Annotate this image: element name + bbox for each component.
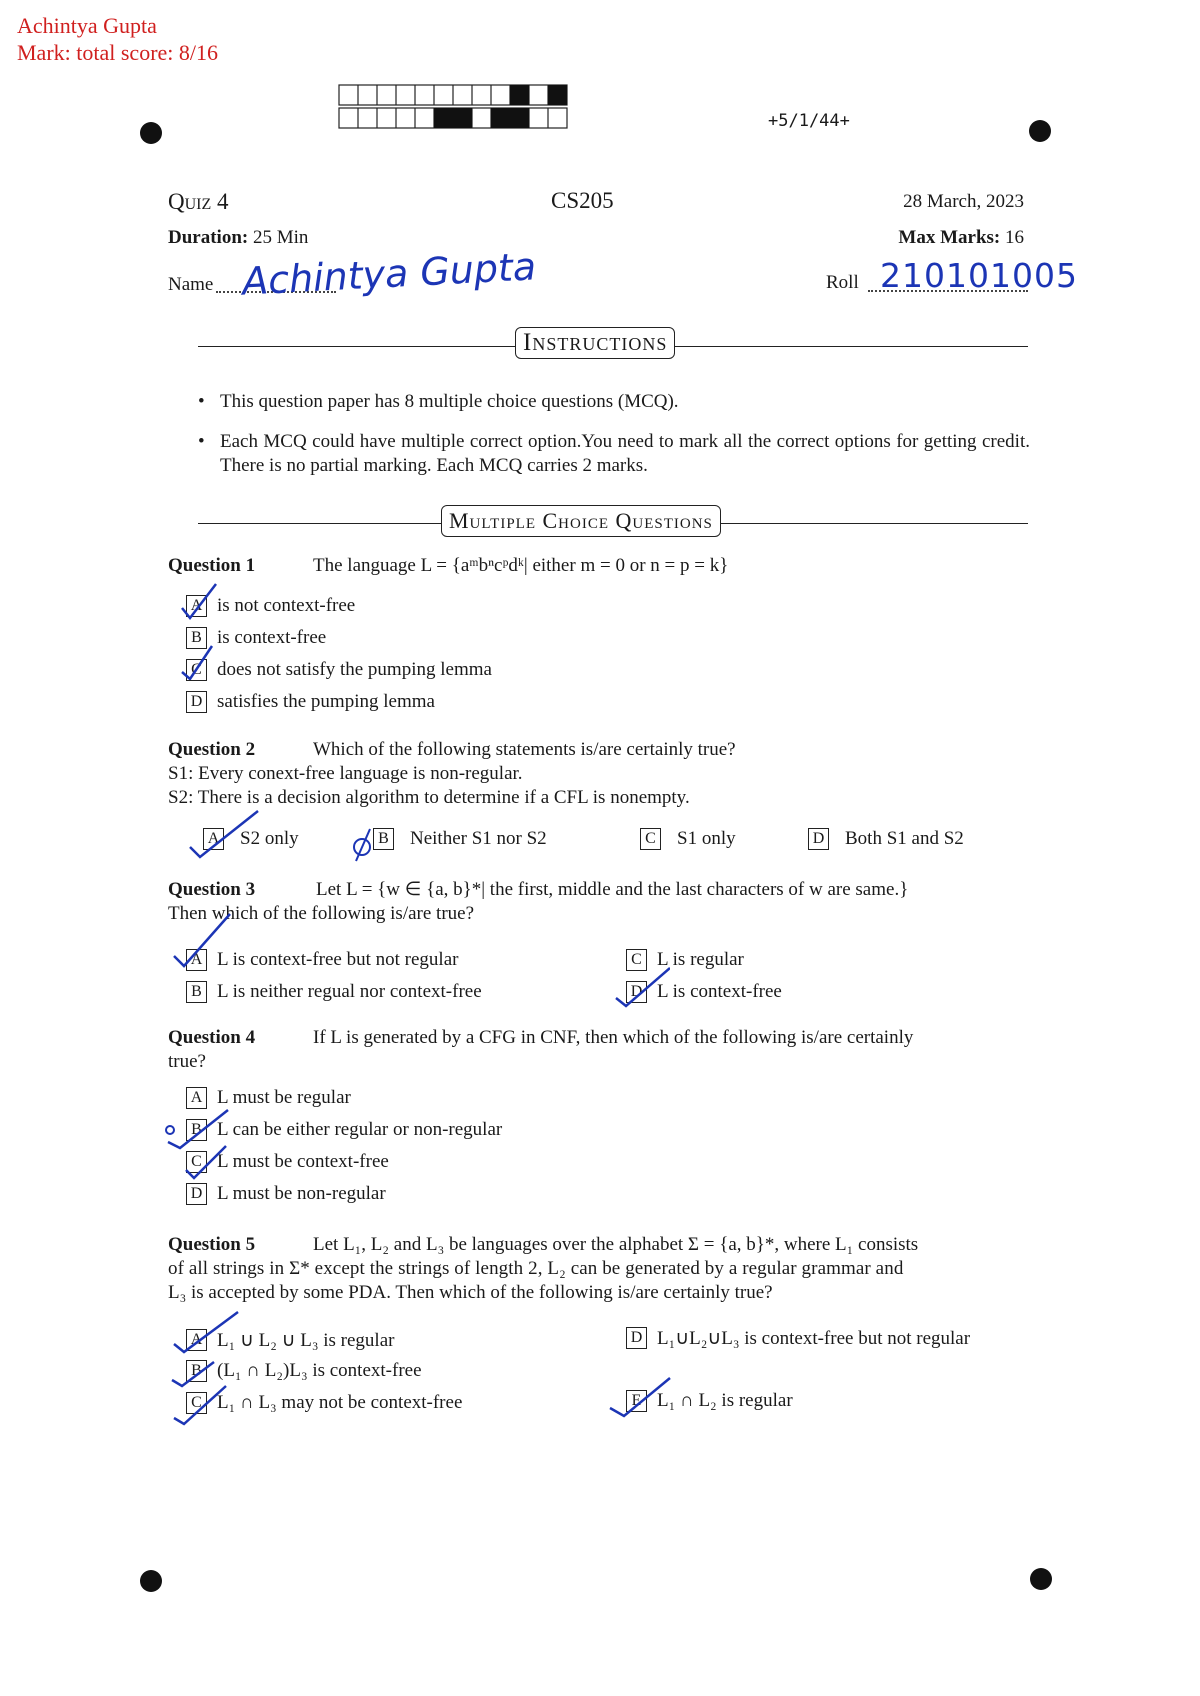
q4-checkbox-c[interactable]: C bbox=[186, 1151, 207, 1173]
q5-checkbox-e[interactable]: E bbox=[626, 1390, 647, 1412]
q5-label: Question 5 bbox=[168, 1234, 256, 1255]
q2-option-d[interactable] bbox=[808, 825, 964, 853]
q2-statement-1: S1: Every conext-free language is non-regular. bbox=[168, 763, 523, 784]
max-marks-label: Max Marks: bbox=[898, 227, 1001, 248]
q2-option-b-text: Neither S1 nor S2 bbox=[410, 828, 547, 849]
q1-label: Question 1 bbox=[168, 555, 256, 576]
registration-dot-top-right bbox=[1029, 120, 1051, 142]
q2-statement-2: S2: There is a decision algorithm to determine if a CFL is nonempty. bbox=[168, 787, 690, 808]
registration-dot-bottom-left bbox=[140, 1570, 162, 1592]
duration-value: 25 Min bbox=[252, 227, 309, 248]
q4-option-d[interactable] bbox=[186, 1180, 502, 1208]
q2-label: Question 2 bbox=[168, 739, 256, 760]
q2-checkbox-a[interactable]: A bbox=[203, 828, 224, 850]
q4-option-c[interactable] bbox=[186, 1148, 502, 1176]
q1-checkbox-b[interactable]: B bbox=[186, 627, 207, 649]
max-marks-value: 16 bbox=[1005, 227, 1024, 248]
q5-text: Let L₁, L₂ and L₃ be languages over the alphabet Σ = {a, b}*, where L₁ consists bbox=[313, 1234, 919, 1255]
instruction-bullet-1: • bbox=[198, 391, 205, 412]
q3-option-b-text: L is neither regual nor context-free bbox=[217, 981, 482, 1002]
name-handwritten: Achintya Gupta bbox=[241, 244, 538, 304]
instruction-item-1: This question paper has 8 multiple choice questions (MCQ). bbox=[220, 391, 679, 412]
q2-checkbox-b[interactable]: B bbox=[373, 828, 394, 850]
duration-line bbox=[168, 227, 308, 249]
q1-option-d-text: satisfies the pumping lemma bbox=[217, 691, 435, 712]
q3-text: Let L = {w ∈ {a, b}*| the first, middle and the last characters of w are same.} bbox=[316, 879, 909, 900]
q5-option-b[interactable] bbox=[186, 1357, 422, 1385]
q5-option-e[interactable] bbox=[626, 1387, 793, 1415]
q1-checkbox-d[interactable]: D bbox=[186, 691, 207, 713]
score-annotation: Mark: total score: 8/16 bbox=[17, 40, 219, 65]
student-name-annotation: Achintya Gupta bbox=[17, 13, 157, 38]
q3-label: Question 3 bbox=[168, 879, 256, 900]
q5-option-a-text: L₁ ∪ L₂ ∪ L₃ is regular bbox=[217, 1329, 395, 1351]
q1-options bbox=[186, 592, 492, 716]
q2-checkbox-d[interactable]: D bbox=[808, 828, 829, 850]
q3-option-a[interactable] bbox=[186, 946, 458, 974]
page-code: +5/1/44+ bbox=[768, 111, 850, 131]
q3-checkbox-c[interactable]: C bbox=[626, 949, 647, 971]
q4-checkbox-b[interactable]: B bbox=[186, 1119, 207, 1141]
q1-option-c-text: does not satisfy the pumping lemma bbox=[217, 659, 492, 680]
q1-option-c[interactable] bbox=[186, 656, 492, 684]
q5-option-d[interactable] bbox=[626, 1324, 970, 1352]
instruction-item-2: Each MCQ could have multiple correct option.You need to mark all the correct options for getting credit. There is no partial marking. Each MCQ carries 2 marks. bbox=[220, 431, 1030, 476]
q5-option-b-text: (L₁ ∩ L₂)L₃ is context-free bbox=[217, 1360, 422, 1381]
q5-checkbox-b[interactable]: B bbox=[186, 1360, 207, 1382]
q3-option-a-text: L is context-free but not regular bbox=[217, 949, 459, 970]
q3-option-d-text: L is context-free bbox=[657, 981, 782, 1002]
mcq-title: Multiple Choice Questions bbox=[441, 505, 721, 537]
q1-option-b-text: is context-free bbox=[217, 627, 327, 648]
q4-checkbox-d[interactable]: D bbox=[186, 1183, 207, 1205]
q1-checkbox-a[interactable]: A bbox=[186, 595, 207, 617]
q3-checkbox-b[interactable]: B bbox=[186, 981, 207, 1003]
q5-option-d-text: L₁∪L₂∪L₃ is context-free but not regular bbox=[657, 1327, 971, 1349]
name-label: Name bbox=[168, 274, 214, 295]
binary-code-grid bbox=[338, 84, 570, 132]
q2-checkbox-c[interactable]: C bbox=[640, 828, 661, 850]
q2-option-a-text: S2 only bbox=[240, 828, 299, 849]
q5-checkbox-d[interactable]: D bbox=[626, 1327, 647, 1349]
q4-label: Question 4 bbox=[168, 1027, 256, 1048]
course-code: CS205 bbox=[551, 188, 614, 213]
q1-option-d[interactable] bbox=[186, 688, 492, 716]
q5-option-a[interactable] bbox=[186, 1326, 394, 1354]
registration-dot-top-left bbox=[140, 122, 162, 144]
quiz-title: Quiz 4 bbox=[168, 189, 229, 214]
q1-option-a-text: is not context-free bbox=[217, 595, 356, 616]
q2-option-a[interactable] bbox=[203, 825, 299, 853]
q4-option-a[interactable] bbox=[186, 1084, 502, 1112]
registration-dot-bottom-right bbox=[1030, 1568, 1052, 1590]
roll-handwritten: 210101005 bbox=[880, 256, 1078, 295]
q5-option-c[interactable] bbox=[186, 1389, 462, 1417]
q3-option-d[interactable] bbox=[626, 978, 782, 1006]
q1-option-a[interactable] bbox=[186, 592, 492, 620]
q4-option-c-text: L must be context-free bbox=[217, 1151, 389, 1172]
q4-text: If L is generated by a CFG in CNF, then which of the following is/are certainly bbox=[313, 1027, 914, 1048]
instructions-title: Instructions bbox=[515, 327, 675, 359]
q5-text-2: of all strings in Σ* except the strings of length 2, L₂ can be generated by a regular grammar and bbox=[168, 1258, 904, 1279]
roll-label: Roll bbox=[826, 272, 859, 293]
q3-option-b[interactable] bbox=[186, 978, 482, 1006]
q4-option-b-text: L can be either regular or non-regular bbox=[217, 1119, 503, 1140]
q3-checkbox-a[interactable]: A bbox=[186, 949, 207, 971]
q4-option-a-text: L must be regular bbox=[217, 1087, 351, 1108]
duration-label: Duration: bbox=[168, 227, 249, 248]
q2-option-c[interactable] bbox=[640, 825, 736, 853]
q2-option-c-text: S1 only bbox=[677, 828, 736, 849]
q3-option-c-text: L is regular bbox=[657, 949, 744, 970]
instruction-bullet-2: • bbox=[198, 431, 205, 452]
q4-text-2: true? bbox=[168, 1051, 206, 1072]
q5-checkbox-c[interactable]: C bbox=[186, 1392, 207, 1414]
q4-checkbox-a[interactable]: A bbox=[186, 1087, 207, 1109]
q4-options bbox=[186, 1084, 502, 1208]
q3-option-c[interactable] bbox=[626, 946, 744, 974]
q4-option-b[interactable] bbox=[186, 1116, 502, 1144]
q5-checkbox-a[interactable]: A bbox=[186, 1329, 207, 1351]
q3-checkbox-d[interactable]: D bbox=[626, 981, 647, 1003]
q1-checkbox-c[interactable]: C bbox=[186, 659, 207, 681]
q2-text: Which of the following statements is/are certainly true? bbox=[313, 739, 736, 760]
q1-text: The language L = {aᵐbⁿcᵖdᵏ| either m = 0 or n = p = k} bbox=[313, 555, 729, 576]
q5-option-e-text: L₁ ∩ L₂ is regular bbox=[657, 1390, 793, 1411]
max-marks-line bbox=[898, 227, 1024, 249]
q2-option-d-text: Both S1 and S2 bbox=[845, 828, 964, 849]
q1-option-b[interactable] bbox=[186, 624, 492, 652]
q3-text-2: Then which of the following is/are true? bbox=[168, 903, 475, 924]
q5-option-c-text: L₁ ∩ L₃ may not be context-free bbox=[217, 1392, 463, 1413]
q4-option-d-text: L must be non-regular bbox=[217, 1183, 386, 1204]
q2-option-b[interactable] bbox=[373, 825, 547, 853]
quiz-date: 28 March, 2023 bbox=[903, 191, 1024, 212]
q5-text-3: L₃ is accepted by some PDA. Then which of the following is/are certainly true? bbox=[168, 1282, 773, 1303]
